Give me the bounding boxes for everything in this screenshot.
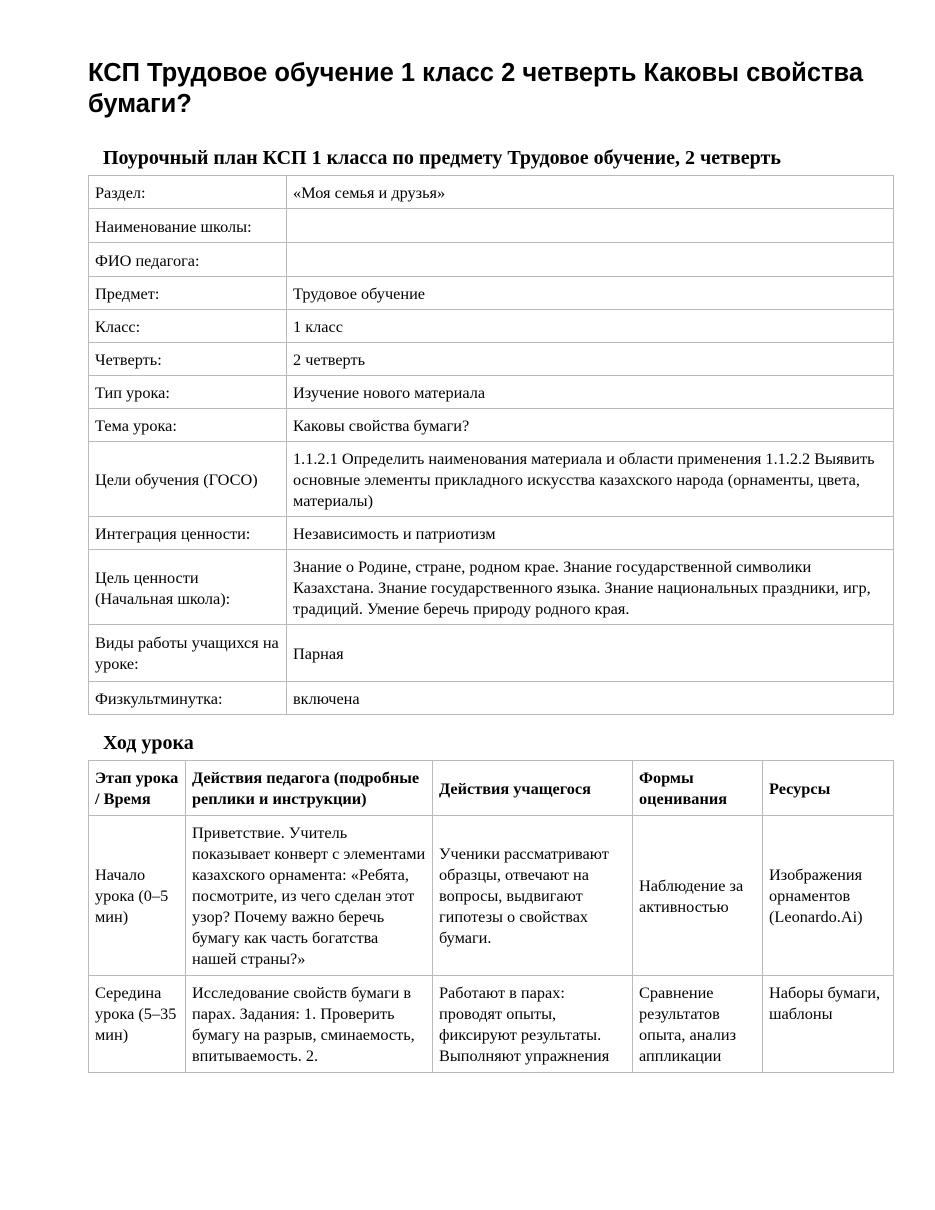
table-row <box>89 376 894 409</box>
info-value: «Моя семья и друзья» <box>287 176 894 209</box>
table-row <box>89 682 894 715</box>
column-header: Формы оценивания <box>633 761 763 816</box>
info-value: 1.1.2.1 Определить наименования материала и области применения 1.1.2.2 Выявить основные элементы прикладного искусства казахского народа (орнаменты, цвета, материалы) <box>287 442 894 517</box>
assessment-cell: Сравнение результатов опыта, анализ аппликации <box>633 976 763 1073</box>
assessment-cell: Наблюдение за активностью <box>633 816 763 976</box>
info-label: Тип урока: <box>89 376 287 409</box>
info-label: ФИО педагога: <box>89 243 287 277</box>
table-row <box>89 625 894 682</box>
table-row <box>89 442 894 517</box>
table-row <box>89 343 894 376</box>
info-value: 1 класс <box>287 310 894 343</box>
column-header: Действия учащегося <box>433 761 633 816</box>
student-actions-cell: Ученики рассматривают образцы, отвечают на вопросы, выдвигают гипотезы о свойствах бумаги. <box>433 816 633 976</box>
table-row <box>89 517 894 550</box>
info-label: Тема урока: <box>89 409 287 442</box>
info-label: Класс: <box>89 310 287 343</box>
column-header: Ресурсы <box>763 761 894 816</box>
info-value: Независимость и патриотизм <box>287 517 894 550</box>
stage-cell: Середина урока (5–35 мин) <box>89 976 186 1073</box>
table-row <box>89 976 894 1073</box>
info-value: 2 четверть <box>287 343 894 376</box>
info-label: Виды работы учащихся на уроке: <box>89 625 287 682</box>
info-value <box>287 243 894 277</box>
teacher-actions-cell: Исследование свойств бумаги в парах. Задания: 1. Проверить бумагу на разрыв, сминаемость, впитываемость. 2. <box>186 976 433 1073</box>
info-value: Парная <box>287 625 894 682</box>
plan-heading: Поурочный план КСП 1 класса по предмету Трудовое обучение, 2 четверть <box>103 147 781 169</box>
lesson-heading: Ход урока <box>103 732 194 754</box>
info-value: Трудовое обучение <box>287 277 894 310</box>
resources-cell: Изображения орнаментов (Leonardo.Ai) <box>763 816 894 976</box>
info-label: Раздел: <box>89 176 287 209</box>
table-row <box>89 209 894 243</box>
table-row <box>89 409 894 442</box>
student-actions-cell: Работают в парах: проводят опыты, фиксируют результаты. Выполняют упражнения <box>433 976 633 1073</box>
info-value: Каковы свойства бумаги? <box>287 409 894 442</box>
table-row <box>89 816 894 976</box>
info-label: Четверть: <box>89 343 287 376</box>
info-label: Предмет: <box>89 277 287 310</box>
lesson-flow-table <box>88 760 894 1073</box>
info-label: Наименование школы: <box>89 209 287 243</box>
info-value: Знание о Родине, стране, родном крае. Знание государственной символики Казахстана. Знание государственного языка. Знание национальных праздники, игр, традиций. Умение беречь природу родного края. <box>287 550 894 625</box>
stage-cell: Начало урока (0–5 мин) <box>89 816 186 976</box>
info-label: Физкультминутка: <box>89 682 287 715</box>
column-header: Этап урока / Время <box>89 761 186 816</box>
info-label: Интеграция ценности: <box>89 517 287 550</box>
resources-cell: Наборы бумаги, шаблоны <box>763 976 894 1073</box>
lesson-info-table <box>88 175 894 715</box>
document-page <box>88 58 893 1073</box>
table-row <box>89 550 894 625</box>
table-header-row <box>89 761 894 816</box>
table-row <box>89 243 894 277</box>
table-row <box>89 277 894 310</box>
info-label: Цель ценности (Начальная школа): <box>89 550 287 625</box>
info-value: Изучение нового материала <box>287 376 894 409</box>
info-value <box>287 209 894 243</box>
table-row <box>89 310 894 343</box>
page-title: КСП Трудовое обучение 1 класс 2 четверть Каковы свойства бумаги? <box>88 59 864 118</box>
info-value: включена <box>287 682 894 715</box>
teacher-actions-cell: Приветствие. Учитель показывает конверт с элементами казахского орнамента: «Ребята, посмотрите, из чего сделан этот узор? Почему важно беречь бумагу как часть богатства нашей страны?» <box>186 816 433 976</box>
table-row <box>89 176 894 209</box>
column-header: Действия педагога (подробные реплики и инструкции) <box>186 761 433 816</box>
info-label: Цели обучения (ГОСО) <box>89 442 287 517</box>
